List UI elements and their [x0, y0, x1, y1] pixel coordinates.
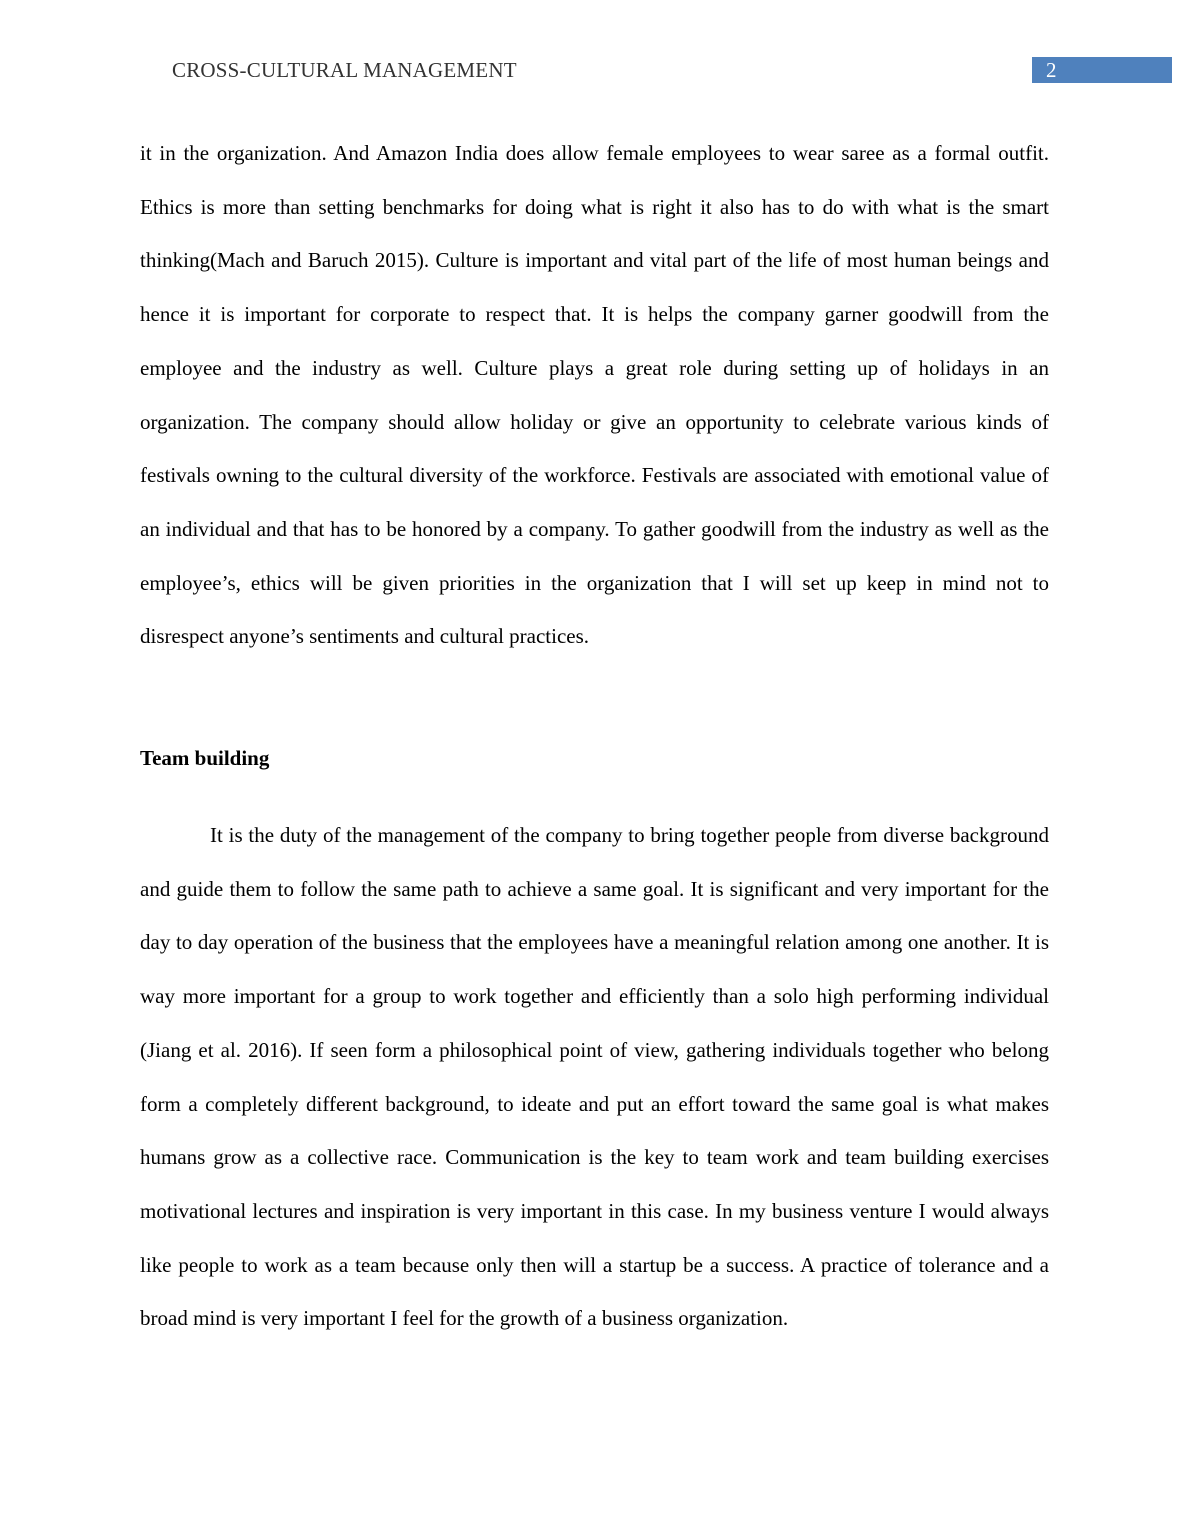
running-header-title: CROSS-CULTURAL MANAGEMENT [172, 58, 517, 82]
page-number-badge [1032, 57, 1172, 83]
body-paragraph-1: it in the organization. And Amazon India does allow female employees to wear saree as a formal outfit. Ethics is more than setting benchmarks for doing what is right it also has to do with what is the smart thinking(Mach and Baruch 2015). Culture is important and vital part of the life of most human beings and hence it is important for corporate to respect that. It is helps the company garner goodwill from the employee and the industry as well. Culture plays a great role during setting up of holidays in an organization. The company should allow holiday or give an opportunity to celebrate various kinds of festivals owning to the cultural diversity of the workforce. Festivals are associated with emotional value of an individual and that has to be honored by a company. To gather goodwill from the industry as well as the employee’s, ethics will be given priorities in the organization that I will set up keep in mind not to disrespect anyone’s sentiments and cultural practices. [140, 141, 1049, 649]
body-paragraph-2: It is the duty of the management of the company to bring together people from diverse background and guide them to follow the same path to achieve a same goal. It is significant and very important for the day to day operation of the business that the employees have a meaningful relation among one another. It is way more important for a group to work together and efficiently than a solo high performing individual (Jiang et al. 2016). If seen form a philosophical point of view, gathering individuals together who belong form a completely different background, to ideate and put an effort toward the same goal is what makes humans grow as a collective race. Communication is the key to team work and team building exercises motivational lectures and inspiration is very important in this case. In my business venture I would always like people to work as a team because only then will a startup be a success. A practice of tolerance and a broad mind is very important I feel for the growth of a business organization. [140, 823, 1049, 1331]
section-heading-team-building: Team building [140, 746, 270, 770]
page-number: 2 [1046, 58, 1057, 82]
